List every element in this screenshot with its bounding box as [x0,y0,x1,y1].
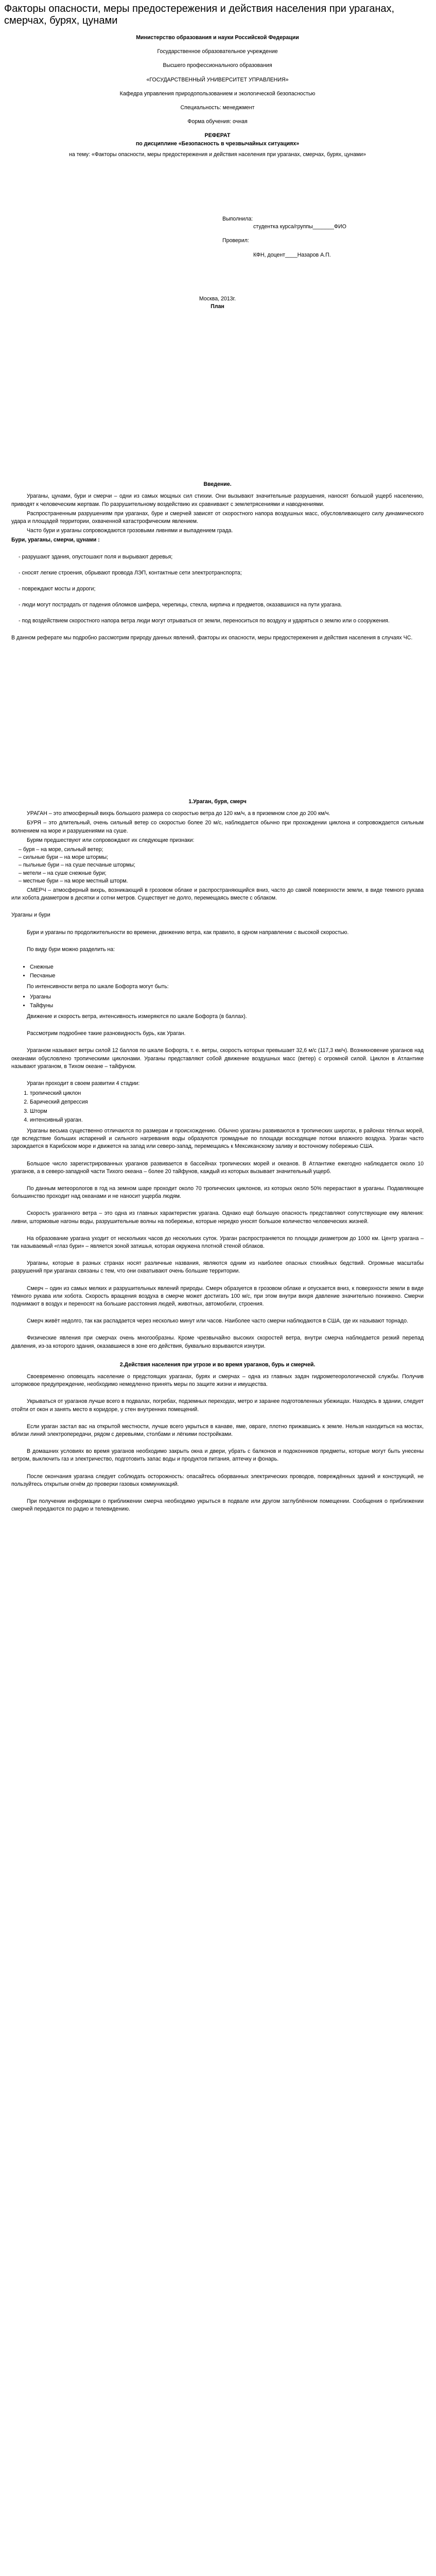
plan-label: План [211,303,224,310]
section-paragraph: Ураганы весьма существенно отличаются по размерам и происхождению. Обычно ураганы развиваются в тропических широтах, в районах тёплых морей, где вследствие больших испарений и сильного нагревания воды образуются громадные по площади восходящие потоки влажного воздуха. Ураган часто зарождается в Карибском море и движется на запад или северо-запад, перемещаясь к Мексиканскому заливу и восточному побережью США. [11,1127,424,1150]
student-line: студентка курса/группы_______ФИО [253,224,346,230]
section-2-heading: 2.Действия населения при угрозе и во время ураганов, бурь и смерчей. [119,1361,316,1368]
dash-item: - сносят легкие строения, обрывают провода ЛЭП, контактные сети электротранспорта; [19,569,242,576]
section-paragraph: Бури и ураганы по продолжительности во времени, движению ветра, как правило, в одном направлении с высокой скоростью. [27,929,349,936]
discipline-line: по дисциплине «Безопасность в чрезвычайных ситуациях» [135,140,300,147]
list-item: 3. Шторм [30,1108,424,1115]
list-item: – метели – на суше снежные бури; [19,870,107,876]
intro-paragraph: В данном реферате мы подробно рассмотрим природу данных явлений, факторы их опасности, меры предостережения и действия населения в случаях ЧС. [11,634,413,641]
intro-paragraph: Распространенным разрушениям при ураганах, буре и смерчей зависят от скоростного напора воздушных масс, обусловливающего силу динамического удара и площадей территории, охваченной катастрофическим явлением. [11,510,424,525]
list-item: – буря – на море, сильный ветер; [19,846,103,853]
section-paragraph: Ураганом называют ветры силой 12 баллов по шкале Бофорта, т. е. ветры, скорость которых превышает 32,6 м/с (117,3 км/ч). Возникновение ураганов над океанами обусловлено тропическими циклонами. Ураганы представляют собой движение воздушных масс (ветер) с огромной силой. Циклон в Атлантике называют ураганом, в Тихом океане – тайфуном. [11,1047,424,1070]
list-item: • Ураганы [30,993,424,1001]
list-item: 4. интенсивный ураган. [30,1116,424,1124]
checked-label: Проверил: [222,238,249,244]
intro-paragraph: Часто бури и ураганы сопровождаются грозовыми ливнями и выпадением града. [27,528,233,534]
list-item: • Песчаные [30,972,424,980]
section-paragraph: После окончания урагана следует соблюдать осторожность: опасайтесь оборванных электрических проводов, повреждённых зданий и конструкций, не пользуйтесь открытым огнём до проверки газовых коммуникаций. [11,1473,424,1487]
section-paragraph: Скорость ураганного ветра – это одна из главных характеристик урагана. Однако ещё большую опасность представляют сопутствующие ему явления: ливни, штормовые нагоны воды, разрушительные волны на побережье, которые нередко уносят большое количество человеческих жизней. [11,1210,424,1225]
intro-paragraph: Ураганы, цунами, бури и смерчи – одни из самых мощных сил стихии. Они вызывают значительные разрушения, наносят большой ущерб населению, приводят к человеческим жертвам. По разрушительному воздействию их сравнивают с землетрясениями и наводнениями. [11,493,424,507]
gov-line: Государственное образовательное учреждение [157,48,278,55]
specialty-line: Специальность: менеджмент [180,105,255,111]
section-paragraph: Движение и скорость ветра, интенсивность измеряются по шкале Бофорта (в баллах). [27,1013,247,1020]
dash-item: - разрушают здания, опустошают поля и вырывают деревья; [19,553,173,560]
city-year: Москва, 2013г. [199,295,236,302]
introduction-section [11,481,424,1513]
section-paragraph: Если ураган застал вас на открытой местности, лучше всего укрыться в канаве, яме, овраге, плотно прижавшись к земле. Нельзя находиться на мостах, вблизи линий электропередачи, рядом с деревьями, столбами и лёгкими постройками. [11,1423,424,1438]
intro-list-lead: Бури, ураганы, смерчи, цунами : [11,537,100,544]
section-paragraph: СМЕРЧ – атмосферный вихрь, возникающий в грозовом облаке и распространяющийся вниз, часто до самой поверхности земли, в виде темного рукава или хобота диаметром в десятки и сотни метров. Существует не долго, перемещаясь вместе с облаком. [11,887,424,902]
list-item: • Снежные [30,963,424,971]
document-title: Факторы опасности, меры предостережения и действия населения при ураганах, смерчах, бурях, цунами [4,3,395,26]
section-paragraph: БУРЯ – это длительный, очень сильный ветер со скоростью более 20 м/с, наблюдается обычно при прохождении циклона и сопровождается сильным волнением на море и разрушениями на суше. [11,820,424,834]
intro-heading: Введение. [203,481,232,488]
department-line: Кафедра управления природопользованием и экологической безопасностью [119,90,316,97]
ministry-line: Министерство образования и науки Российской Федерации [136,35,299,41]
section-paragraph: Ураганы, которые в разных странах носят различные названия, являются одним из наиболее опасных стихийных бедствий. Огромные масштабы разрушений при ураганах связаны с тем, что они охватывают очень большие территории. [11,1260,424,1275]
list-item: – местные бури – на море местный шторм. [19,877,128,884]
checker-line: КФН, доцент____Назаров А.П. [253,251,331,258]
section-paragraph: Смерч живёт недолго, так как распадается через несколько минут или часов. Наиболее часто смерчи наблюдаются в США, где их называют торнадо. [27,1318,408,1325]
subheading-hurricanes: Ураганы и бури [11,912,50,919]
section-1-heading: 1.Ураган, буря, смерч [188,798,247,805]
list-item: 2. Барический депрессия [30,1098,424,1106]
section-paragraph: При получении информации о приближении смерча необходимо укрыться в подвале или другом заглублённом помещении. Сообщения о приближении смерчей передаются по радио и телевидению. [11,1498,424,1513]
section-paragraph: На образование урагана уходит от нескольких часов до нескольких суток. Ураган распространяется по площади диаметром до 1000 км. Центр урагана – так называемый «глаз бури» – является зоной затишья, которая окружена плотной стеной облаков. [11,1235,424,1250]
report-label: РЕФЕРАТ [204,132,231,139]
list-item: • Тайфуны [30,1002,424,1010]
section-paragraph: Физические явления при смерчах очень многообразны. Кроме чрезвычайно высоких скоростей ветра, внутри смерча наблюдается резкий перепад давления, из-за которого здания, оказавшиеся в зоне его действия, буквально взрываются изнутри. [11,1335,424,1349]
section-paragraph: По данным метеорологов в год на земном шаре проходит около 70 тропических циклонов, из которых около 50% перерастают в ураганы. Подавляющее большинство проходит над океанами и не наносит ущерба людям. [11,1185,424,1200]
section-paragraph: По интенсивности ветра по шкале Бофорта могут быть: [27,984,169,990]
section-paragraph: Своевременно оповещать население о предстоящих ураганах, бурях и смерчах – одна из главных задач гидрометеорологической службы. Получив штормовое предупреждение, необходимо немедленно принять меры по защите жизни и имущества. [11,1374,424,1388]
list-item: 1. тропический циклон [30,1090,424,1097]
vpo-line: Высшего профессионального образования [163,62,272,69]
university-name: «ГОСУДАРСТВЕННЫЙ УНИВЕРСИТЕТ УПРАВЛЕНИЯ» [146,76,289,83]
section-paragraph: Укрываться от ураганов лучше всего в подвалах, погребах, подземных переходах, метро и заранее подготовленных убежищах. Находясь в здании, следует отойти от окон и занять место в коридоре, у стен внутренних помещений. [11,1398,424,1413]
section-paragraph: Большое число зарегистрированных ураганов развивается в бассейнах тропических морей и океанов. В Атлантике ежегодно наблюдается около 10 ураганов, а в северо-западной части Тихого океана – более 20 тайфунов, каждый из которых вызывает значительный ущерб. [11,1160,424,1175]
study-form-line: Форма обучения: очная [187,118,248,125]
section-paragraph: Рассмотрим подробнее такие разновидность бурь, как Ураган. [27,1030,186,1037]
dash-item: - люди могут пострадать от падения обломков шифера, черепицы, стекла, кирпича и предметов, оказавшихся на пути урагана. [19,602,342,608]
list-item: – сильные бури – на море штормы; [19,854,109,861]
performed-label: Выполнила: [222,216,253,223]
list-item: – пыльные бури – на суше песчаные штормы; [19,862,135,869]
dash-item: - повреждают мосты и дороги; [19,586,96,592]
topic-line: на тему: «Факторы опасности, меры предостережения и действия населения при ураганах, смерчах, бурях, цунами» [69,151,366,158]
section-paragraph: Ураган проходит в своем развитии 4 стадии: [27,1080,140,1087]
section-paragraph: В домашних условиях во время ураганов необходимо закрыть окна и двери, убрать с балконов и подоконников предметы, которые могут быть унесены ветром, выключить газ и электричество, подготовить запас воды и продуктов питания, аптечку и фонарь. [11,1448,424,1463]
section-paragraph: УРАГАН – это атмосферный вихрь большого размера со скоростью ветра до 120 км/ч, а в приземном слое до 200 км/ч. [27,810,330,817]
section-paragraph: Смерч – один из самых мелких и разрушительных явлений природы. Смерч образуется в грозовом облаке и опускается вниз, к поверхности земли в виде тёмного рукава или хобота. Скорость вращения воздуха в смерче может достигать 100 м/с, при этом внутри вихря давление значительно понижено. Смерчи поднимают в воздух и переносят на большие расстояния людей, животных, автомобили, строения. [11,1285,424,1308]
section-paragraph: Бурям предшествуют или сопровождают их следующие признаки: [27,837,195,843]
dash-item: - под воздействием скоростного напора ветра люди могут отрываться от земли, переноситься по воздуху и ударяться о землю или о сооружения. [19,618,390,624]
section-paragraph: По виду бури можно разделить на: [27,946,115,953]
